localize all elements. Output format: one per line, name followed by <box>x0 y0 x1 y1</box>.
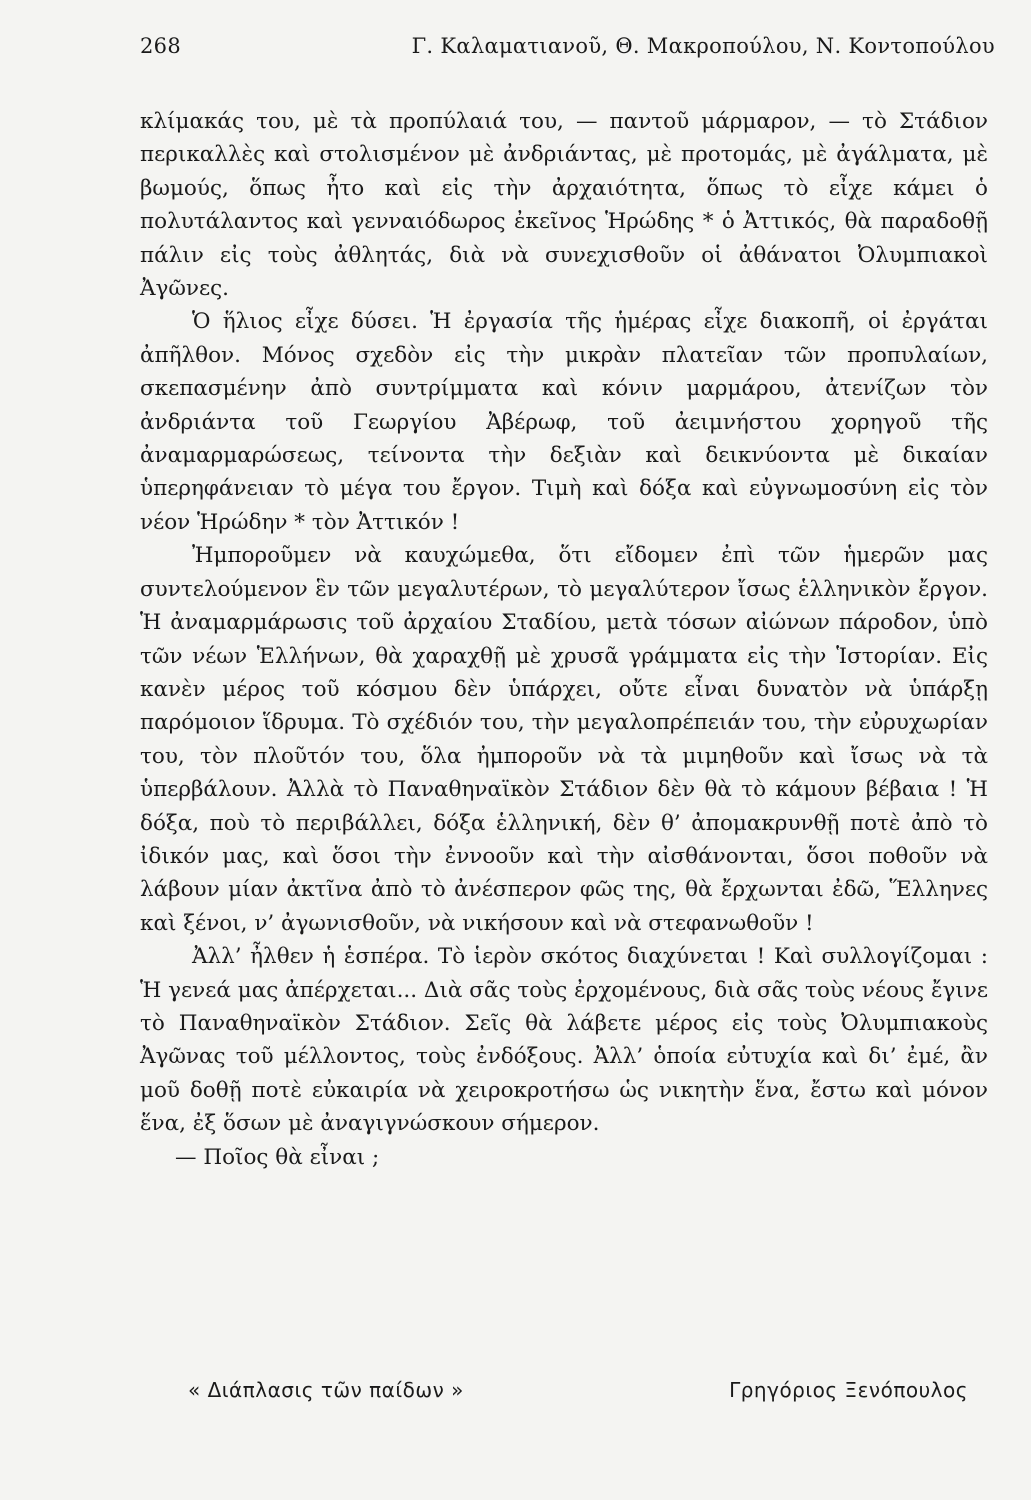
body-text <box>140 105 988 1174</box>
paragraph-1: κλίμακάς του, μὲ τὰ προπύλαιά του, — παντοῦ μάρμαρον, — τὸ Στάδιον περικαλλὲς καὶ στολισμένον μὲ ἀνδριάντας, μὲ προτομάς, μὲ ἀγάλματα, μὲ βωμούς, ὅπως ἦτο καὶ εἰς τὴν ἀρχαιότητα, ὅπως τὸ εἶχε κάμει ὁ πολυτάλαντος καὶ γενναιόδωρος ἐκεῖνος Ἡρώδης * ὁ Ἀττικός, θὰ παραδοθῇ πάλιν εἰς τοὺς ἀθλητάς, διὰ νὰ συνεχισθοῦν οἱ ἀθάνατοι Ὀλυμπιακοὶ Ἀγῶνες. <box>140 109 988 302</box>
running-head-authors: Γ. Καλαματιανοῦ, Θ. Μακροπούλου, Ν. Κοντοπούλου <box>411 34 995 58</box>
paragraph-3: Ἠμποροῦμεν νὰ καυχώμεθα, ὅτι εἴδομεν ἐπὶ τῶν ἡμερῶν μας συντελούμενον ἓν τῶν μεγαλυτέρων, τὸ μεγαλύτερον ἴσως ἑλληνικὸν ἔργον. Ἡ ἀναμαρμάρωσις τοῦ ἀρχαίου Σταδίου, μετὰ τόσων αἰώνων πάροδον, ὑπὸ τῶν νέων Ἑλλήνων, θὰ χαραχθῇ μὲ χρυσᾶ γράμματα εἰς τὴν Ἱστορίαν. Εἰς κανὲν μέρος τοῦ κόσμου δὲν ὑπάρχει, οὔτε εἶναι δυνατὸν νὰ ὑπάρξῃ παρόμοιον ἵδρυμα. Τὸ σχέδιόν του, τὴν μεγαλοπρέπειάν του, τὴν εὐρυχωρίαν του, τὸν πλοῦτόν του, ὅλα ἠμποροῦν νὰ τὰ μιμηθοῦν καὶ ἴσως νὰ τὰ ὑπερβάλουν. Ἀλλὰ τὸ Παναθηναϊκὸν Στάδιον δὲν θὰ τὸ κάμουν βέβαια ! Ἡ δόξα, ποὺ τὸ περιβάλλει, δόξα ἑλληνική, δὲν θ’ ἀπομακρυνθῇ ποτὲ ἀπὸ τὸ ἰδικόν μας, καὶ ὅσοι τὴν ἐννοοῦν καὶ τὴν αἰσθάνονται, ὅσοι ποθοῦν νὰ λάβουν μίαν ἀκτῖνα ἀπὸ τὸ ἀνέσπερον φῶς της, θὰ ἔρχωνται ἐδῶ, Ἕλληνες καὶ ξένοι, ν’ ἀγωνισθοῦν, νὰ νικήσουν καὶ νὰ στεφανωθοῦν ! <box>140 543 988 936</box>
paragraph-2: Ὁ ἥλιος εἶχε δύσει. Ἡ ἐργασία τῆς ἡμέρας εἶχε διακοπῆ, οἱ ἐργάται ἀπῆλθον. Μόνος σχεδὸν εἰς τὴν μικρὰν πλατεῖαν τῶν προπυλαίων, σκεπασμένην ἀπὸ συντρίμματα καὶ κόνιν μαρμάρου, ἀτενίζων τὸν ἀνδριάντα τοῦ Γεωργίου Ἀβέρωφ, τοῦ ἀειμνήστου χορηγοῦ τῆς ἀναμαρμαρώσεως, τείνοντα τὴν δεξιὰν καὶ δεικνύοντα μὲ δικαίαν ὑπερηφάνειαν τὸ μέγα του ἔργον. Τιμὴ καὶ δόξα καὶ εὐγνωμοσύνη εἰς τὸν νέον Ἡρώδην * τὸν Ἀττικόν ! <box>140 309 988 535</box>
source-citation: « Διάπλασις τῶν παίδων » <box>188 1378 464 1402</box>
paragraph-4: Ἀλλ’ ἦλθεν ἡ ἑσπέρα. Τὸ ἱερὸν σκότος διαχύνεται ! Καὶ συλλογίζομαι : Ἡ γενεά μας ἀπέρχεται... Διὰ σᾶς τοὺς ἐρχομένους, διὰ σᾶς τοὺς νέους ἔγινε τὸ Παναθηναϊκὸν Στάδιον. Σεῖς θὰ λάβετε μέρος εἰς τοὺς Ὀλυμπιακοὺς Ἀγῶνας τοῦ μέλλοντος, τοὺς ἐνδόξους. Ἀλλ’ ὁποία εὐτυχία καὶ δι’ ἐμέ, ἂν μοῦ δοθῇ ποτὲ εὐκαιρία νὰ χειροκροτήσω ὡς νικητὴν ἕνα, ἔστω καὶ μόνον ἕνα, ἐξ ὅσων μὲ ἀναγιγνώσκουν σήμερον. <box>140 944 988 1137</box>
author-name: Γρηγόριος Ξενόπουλος <box>729 1378 968 1402</box>
page-number: 268 <box>140 34 181 58</box>
paragraph-5: — Ποῖος θὰ εἶναι ; <box>175 1144 380 1170</box>
page-header <box>140 34 995 64</box>
page-footer <box>140 1378 988 1408</box>
